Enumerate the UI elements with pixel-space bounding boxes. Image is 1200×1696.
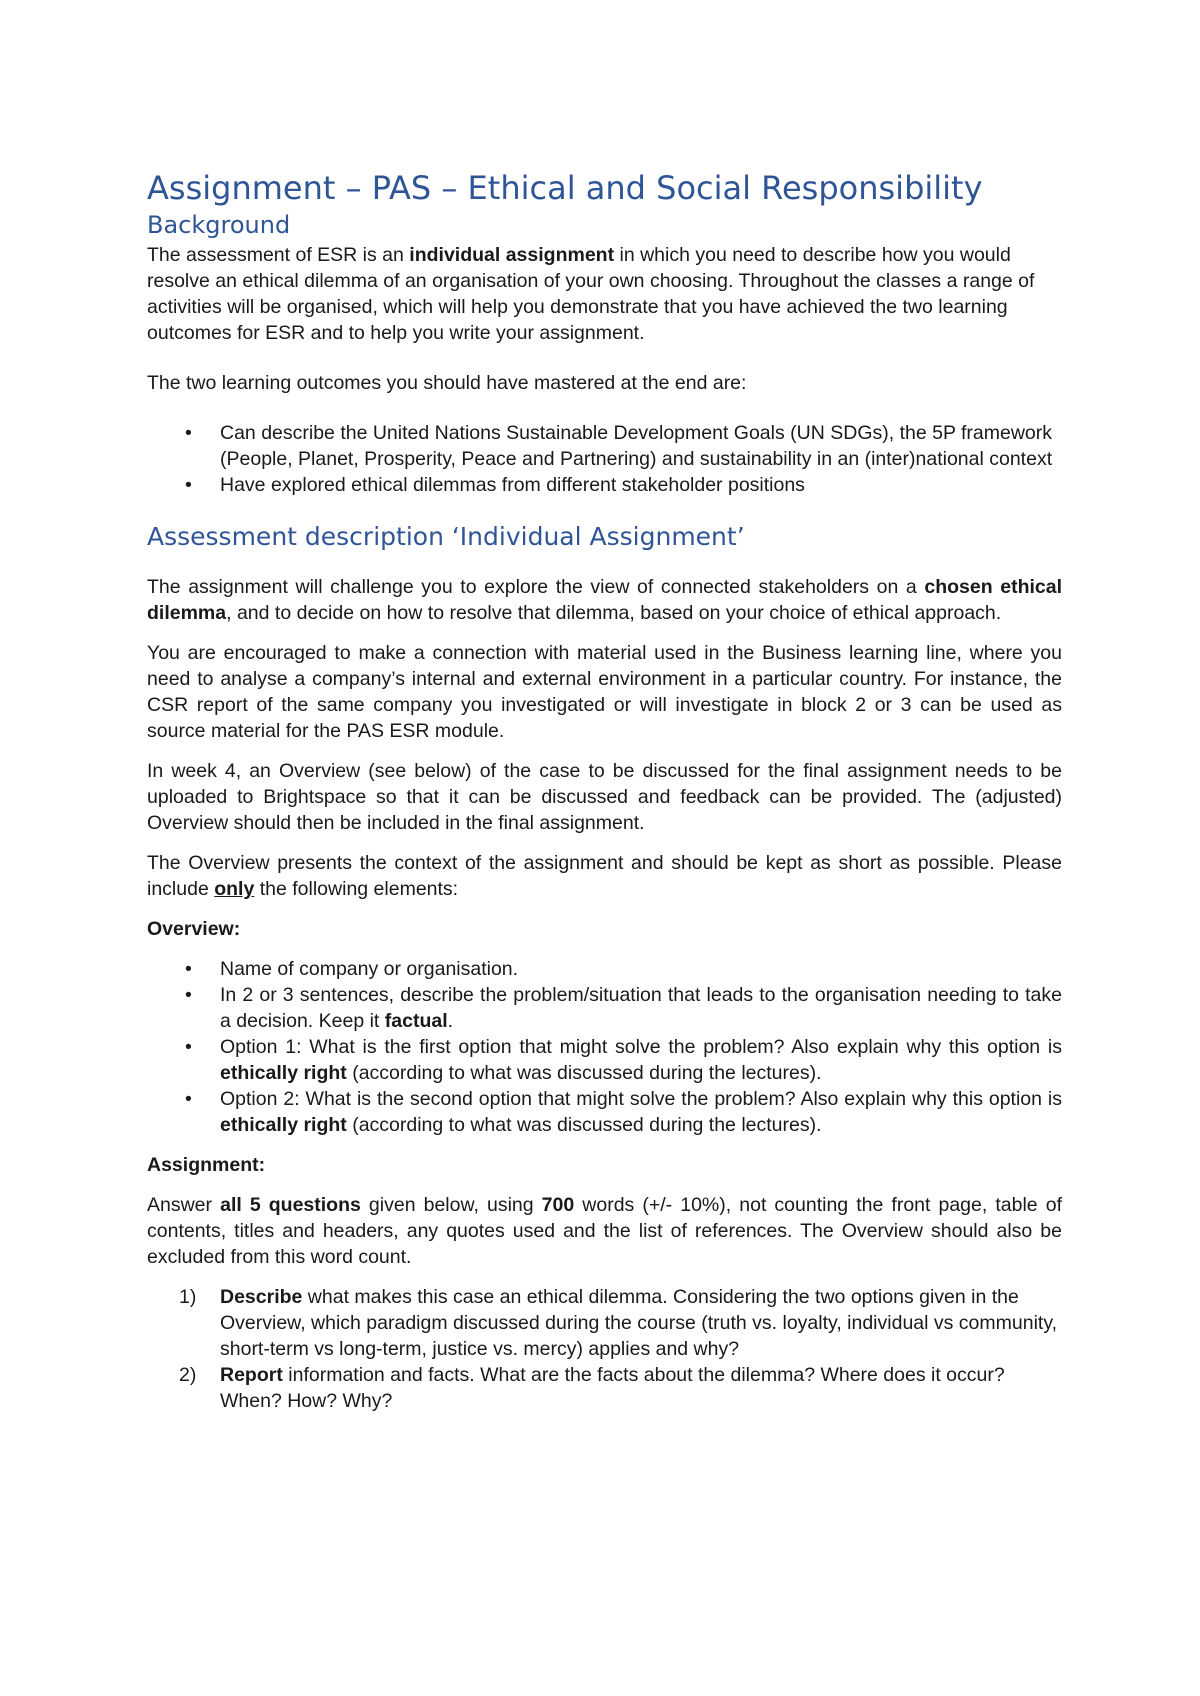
assessment-paragraph-4: The Overview presents the context of the assignment and should be kept as short as possible. Please include only the following elements:	[147, 852, 1062, 900]
questions-list	[147, 1284, 1062, 1414]
background-paragraph-2: The two learning outcomes you should have mastered at the end are:	[147, 372, 747, 394]
bullet-icon: •	[185, 958, 192, 980]
assignment-paragraph: Answer all 5 questions given below, using 700 words (+/- 10%), not counting the front page, table of contents, titles and headers, any quotes used and the list of references. The Overview should also be excluded from this word count.	[147, 1194, 1062, 1268]
assessment-paragraph-1: The assignment will challenge you to explore the view of connected stakeholders on a chosen ethical dilemma, and to decide on how to resolve that dilemma, based on your choice of ethical approach.	[147, 576, 1062, 624]
list-item: 1) Describe what makes this case an ethical dilemma. Considering the two options given in the Overview, which paradigm discussed during the course (truth vs. loyalty, individual vs community, short-term vs long-term, justice vs. mercy) applies and why?	[179, 1286, 1058, 1360]
bullet-icon: •	[185, 422, 192, 444]
overview-heading: Overview:	[147, 918, 241, 940]
bullet-icon: •	[185, 984, 192, 1006]
question-number: 2)	[179, 1364, 197, 1386]
list-item: • Name of company or organisation.	[185, 958, 519, 980]
assignment-heading: Assignment:	[147, 1154, 266, 1176]
list-item: • Option 1: What is the first option that might solve the problem? Also explain why this option is ethically right (according to what was discussed during the lectures).	[185, 1036, 1062, 1084]
background-heading: Background	[147, 211, 291, 239]
list-item: 2) Report information and facts. What are the facts about the dilemma? Where does it occur? When? How? Why?	[179, 1364, 1005, 1412]
bullet-icon: •	[185, 1088, 192, 1110]
overview-list	[147, 956, 1062, 1138]
list-item: • Can describe the United Nations Sustainable Development Goals (UN SDGs), the 5P framework (People, Planet, Prosperity, Peace and Partnering) and sustainability in an (inter)national context	[185, 422, 1053, 470]
background-paragraph-1: The assessment of ESR is an individual assignment in which you need to describe how you would resolve an ethical dilemma of an organisation of your own choosing. Throughout the classes a range of activities will be organised, which will help you demonstrate that you have achieved the two learning outcomes for ESR and to help you write your assignment.	[147, 244, 1035, 344]
document-content	[147, 168, 1062, 1414]
list-item: • Have explored ethical dilemmas from different stakeholder positions	[185, 474, 805, 496]
list-item: • In 2 or 3 sentences, describe the problem/situation that leads to the organisation needing to take a decision. Keep it factual.	[185, 984, 1062, 1032]
assessment-paragraph-3: In week 4, an Overview (see below) of the case to be discussed for the final assignment needs to be uploaded to Brightspace so that it can be discussed and feedback can be provided. The (adjusted) Overview should then be included in the final assignment.	[147, 760, 1062, 834]
bullet-icon: •	[185, 474, 192, 496]
assessment-heading: Assessment description ‘Individual Assignment’	[147, 522, 745, 551]
question-number: 1)	[179, 1286, 197, 1308]
document-title: Assignment – PAS – Ethical and Social Responsibility	[147, 169, 983, 207]
assessment-paragraph-2: You are encouraged to make a connection with material used in the Business learning line, where you need to analyse a company’s internal and external environment in a particular country. For instance, the CSR report of the same company you investigated or will investigate in block 2 or 3 can be used as source material for the PAS ESR module.	[147, 642, 1062, 742]
list-item: • Option 2: What is the second option that might solve the problem? Also explain why this option is ethically right (according to what was discussed during the lectures).	[185, 1088, 1062, 1136]
bullet-icon: •	[185, 1036, 192, 1058]
learning-outcomes-list	[147, 420, 1062, 498]
